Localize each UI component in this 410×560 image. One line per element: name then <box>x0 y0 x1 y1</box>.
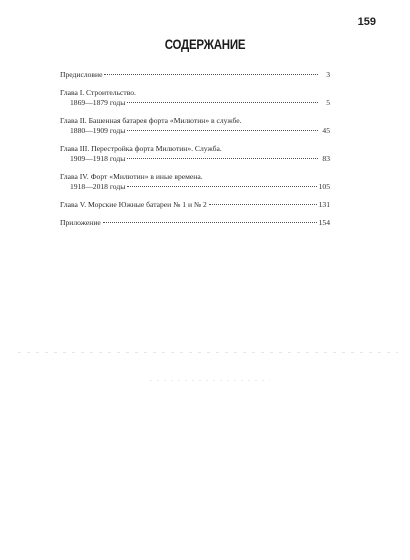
toc-entry-title: Приложение <box>60 218 101 227</box>
toc-entry-chapter-5 <box>60 200 330 210</box>
dot-leader <box>103 222 317 223</box>
toc-entry-chapter-1 <box>60 88 330 108</box>
toc-entry-preface <box>60 70 330 80</box>
toc-entry-page: 154 <box>318 218 330 227</box>
toc-entry-page: 131 <box>318 200 330 209</box>
toc-entry-page: 105 <box>318 182 330 191</box>
toc-entry-chapter-3 <box>60 144 330 164</box>
toc-entry-title: Глава III. Перестройка форта Милютин». Служба. <box>60 144 222 153</box>
dot-leader <box>209 204 317 205</box>
toc-entry-appendix <box>60 218 330 228</box>
toc-entry-page: 83 <box>322 154 330 163</box>
dot-leader <box>104 74 318 75</box>
toc-entry-page: 3 <box>326 70 330 79</box>
table-of-contents <box>60 70 330 236</box>
scan-artifact <box>150 380 270 381</box>
toc-entry-title: Глава IV. Форт «Милютин» в иные времена. <box>60 172 203 181</box>
toc-entry-subtitle: 1869—1879 годы <box>70 98 126 107</box>
dot-leader <box>127 186 316 187</box>
toc-entry-subtitle: 1909—1918 годы <box>70 154 126 163</box>
toc-entry-page: 5 <box>326 98 330 107</box>
toc-entry-page: 45 <box>322 126 330 135</box>
toc-entry-title: Предисловие <box>60 70 103 79</box>
toc-entry-title: Глава I. Строительство. <box>60 88 136 97</box>
page-number: 159 <box>357 16 376 28</box>
scan-artifact <box>18 352 398 353</box>
dot-leader <box>127 102 318 103</box>
page-title: СОДЕРЖАНИЕ <box>164 36 246 52</box>
toc-entry-subtitle: 1880—1909 годы <box>70 126 126 135</box>
toc-entry-chapter-4 <box>60 172 330 192</box>
dot-leader <box>127 158 318 159</box>
toc-entry-chapter-2 <box>60 116 330 136</box>
dot-leader <box>127 130 318 131</box>
toc-entry-title: Глава II. Башенная батарея форта «Милютин» в службе. <box>60 116 242 125</box>
toc-entry-title: Глава V. Морские Южные батареи № 1 и № 2 <box>60 200 207 209</box>
toc-entry-subtitle: 1918—2018 годы <box>70 182 126 191</box>
